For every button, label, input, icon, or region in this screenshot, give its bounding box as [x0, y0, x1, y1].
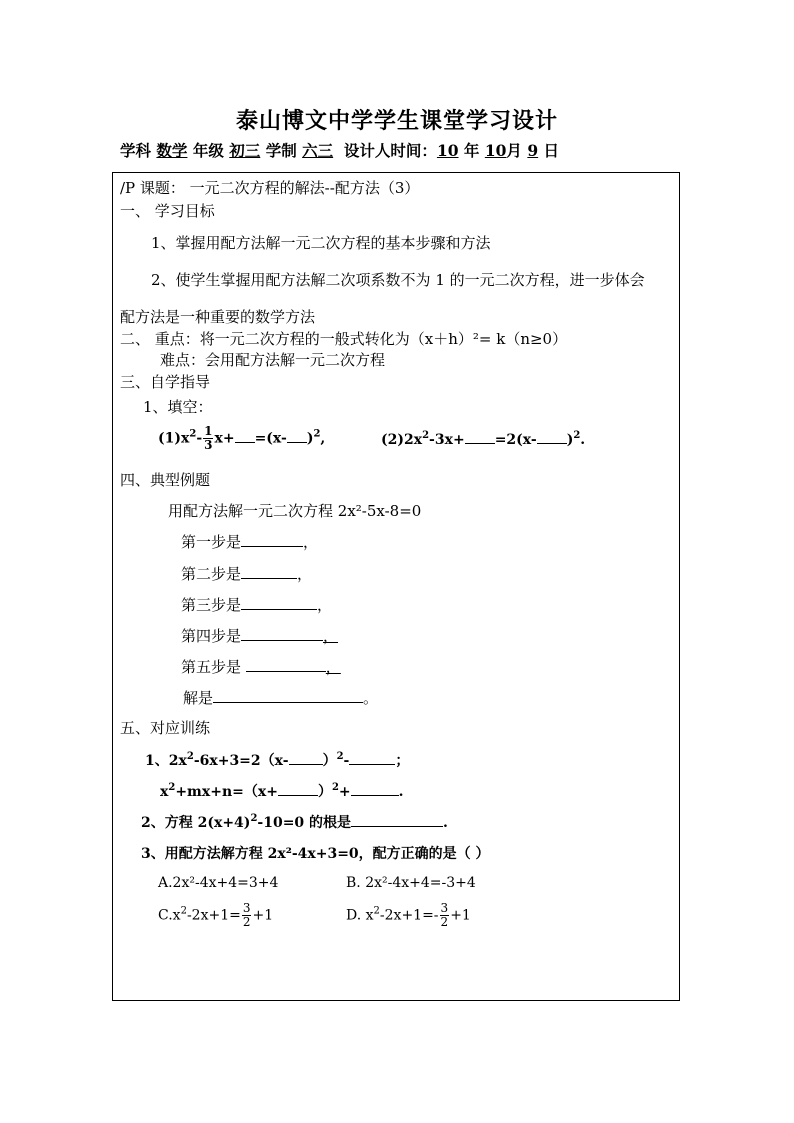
step-1: 第一步是 ， [181, 533, 319, 551]
page-title: 泰山博文中学学生课堂学习设计 [235, 108, 558, 134]
fill-question-1: $(1)x^2-$ $\frac{1}{3}$ x+ =(x- )$^2$, [158, 424, 326, 452]
header-meta-line [120, 139, 559, 161]
answer-blank[interactable] [351, 783, 399, 796]
fraction-three-halves: $\frac{3}{2}$ [440, 901, 449, 929]
year-label: 年 [463, 141, 480, 160]
lesson-topic: /P 课题： 一元二次方程的解法--配方法（3） [120, 179, 420, 197]
grade-label: 年级 [192, 141, 224, 160]
fill-question-2: $(2)2x^2-3x+ =2(x-$ )$^2$. [381, 430, 586, 448]
fill-label: 1、填空： [143, 398, 213, 416]
subject-label: 学科 [120, 141, 152, 160]
day-label: 日 [543, 141, 560, 160]
option-c: $C.x^2-2x+1=$ $\frac{3}{2}$ +1 [158, 901, 274, 929]
answer-blank[interactable] [241, 628, 323, 641]
system-value: 六三 [302, 141, 334, 160]
answer-blank[interactable] [246, 659, 326, 672]
section-2-difficulty: 难点：会用配方法解一元二次方程 [160, 351, 386, 369]
answer-blank[interactable] [278, 783, 318, 796]
training-1a: 1、$2x^2-6x+3=2(x-$ ）$^2$- ； [145, 751, 410, 769]
goal-1: 1、掌握用配方法解一元二次方程的基本步骤和方法 [151, 234, 491, 252]
answer-blank[interactable] [537, 431, 567, 444]
lesson-box [112, 172, 680, 1001]
answer-blank[interactable] [241, 597, 317, 610]
section-2-key-point: 二、 重点：将一元二次方程的一般式转化为（x＋h）²= k（n≥0） [120, 330, 568, 348]
step-2: 第二步是 ， [181, 565, 313, 583]
step-4: 第四步是 ， [181, 627, 339, 645]
answer-blank[interactable] [465, 431, 495, 444]
answer-blank[interactable] [289, 752, 323, 765]
grade-value: 初三 [229, 141, 261, 160]
answer-blank[interactable] [287, 430, 307, 443]
answer-blank[interactable] [213, 690, 363, 703]
answer-blank[interactable] [351, 814, 443, 827]
system-label: 学制 [265, 141, 297, 160]
option-a: A.2x²-4x+4=3+4 [158, 875, 279, 891]
goal-2-line-1: 2、使学生掌握用配方法解二次项系数不为 1 的一元二次方程，进一步体会 [151, 271, 645, 289]
training-2: 2、方程 $2(x+4)^2-10=0$ 的根是 . [141, 813, 448, 831]
step-3: 第三步是 ， [181, 596, 333, 614]
month-label: 月 [506, 141, 522, 160]
answer-blank[interactable] [241, 534, 303, 547]
section-1-heading: 一、 学习目标 [120, 202, 215, 220]
option-b: B. 2x²-4x+4=-3+4 [346, 875, 476, 891]
answer-blank[interactable] [235, 430, 255, 443]
month-value: 10 [484, 141, 507, 160]
option-d: D. $x^2-2x+1=-$ $\frac{3}{2}$ +1 [346, 901, 471, 929]
section-5-heading: 五、对应训练 [120, 719, 211, 737]
answer-blank[interactable] [241, 566, 297, 579]
training-3: 3、用配方法解方程 2x²-4x+3=0，配方正确的是（ ） [141, 846, 490, 862]
solution-line: 解是 。 [183, 689, 379, 707]
section-3-heading: 三、自学指导 [120, 373, 211, 391]
fraction-one-third: $\frac{1}{3}$ [204, 424, 213, 452]
designer-label: 设计人时间： [343, 141, 437, 160]
example-problem: 用配方法解一元二次方程 2x²-5x-8=0 [168, 502, 422, 520]
goal-2-line-2: 配方法是一种重要的数学方法 [120, 308, 316, 326]
fraction-three-halves: $\frac{3}{2}$ [242, 901, 251, 929]
section-4-heading: 四、典型例题 [120, 471, 211, 489]
training-1b: $x^2+mx+n=(x+ )^2+$ . [160, 782, 404, 800]
answer-blank[interactable] [349, 752, 395, 765]
step-5: 第五步是 ， [181, 658, 341, 676]
day-value: 9 [527, 141, 539, 160]
subject-value: 数学 [156, 141, 188, 160]
year-value: 10 [436, 141, 459, 160]
